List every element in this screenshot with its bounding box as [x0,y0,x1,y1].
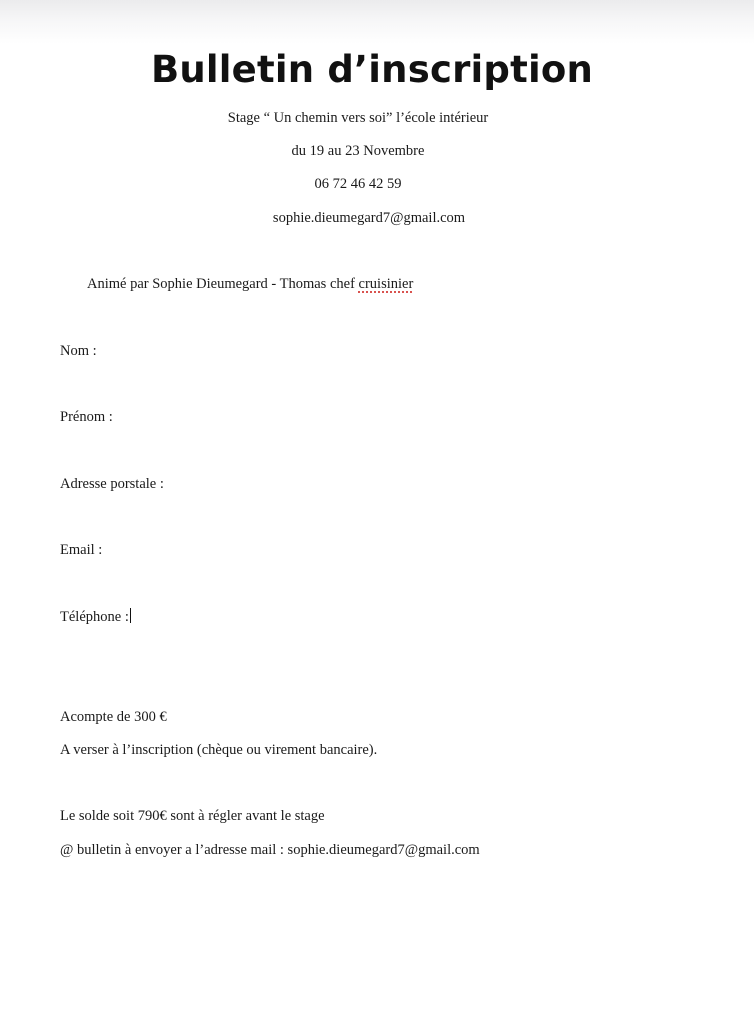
misspelled-word[interactable]: cruisinier [358,276,414,292]
acompte-line: Acompte de 300 € [60,709,167,725]
email-label: Email : [60,542,103,558]
top-shadow [0,0,754,44]
prenom-label: Prénom : [60,409,113,425]
email-line: sophie.dieumegard7@gmail.com [272,210,466,226]
text-cursor [130,608,131,623]
animators-line [87,274,413,294]
nom-label: Nom : [60,343,97,359]
telephone-label: Téléphone : [60,609,129,625]
solde-line: Le solde soit 790€ sont à régler avant le stage [60,808,325,824]
animators-text: Animé par Sophie Dieumegard - Thomas chef [87,276,359,292]
acompte-detail-line: A verser à l’inscription (chèque ou virement bancaire). [60,742,378,758]
stage-line: Stage “ Un chemin vers soi” l’école intérieur [227,110,489,126]
send-instructions-line: @ bulletin à envoyer a l’adresse mail : sophie.dieumegard7@gmail.com [60,842,480,858]
dates-line: du 19 au 23 Novembre [291,143,425,159]
document-title: Bulletin d’inscription [150,48,594,91]
phone-line: 06 72 46 42 59 [314,176,402,192]
adresse-label: Adresse porstale : [60,476,164,492]
telephone-line[interactable] [60,607,131,627]
